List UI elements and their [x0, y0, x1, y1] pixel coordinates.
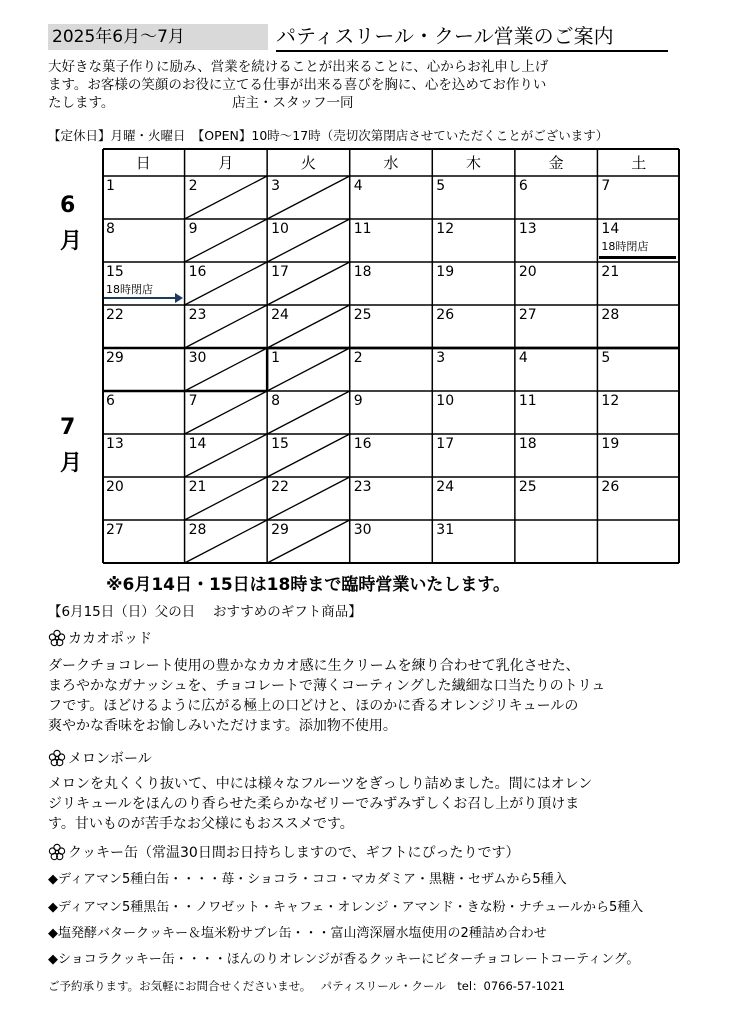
intro-line-1: 大好きな菓子作りに励み、営業を続けることが出来ることに、心からお礼申し上げ	[48, 59, 549, 75]
intro-signature: 店主・スタッフ一同	[232, 95, 354, 111]
cookie-item-2: ◆ディアマン5種黒缶・・ノワゼット・キャフェ・オレンジ・アマンド・きな粉・ナチュールから5種入	[48, 900, 644, 915]
july-label: 7 月	[60, 415, 83, 476]
desc-line: メロンを丸くくり抜いて、中には様々なフルーツをぎっしり詰めました。間にはオレン	[48, 776, 593, 792]
weekday-header: 月	[218, 154, 234, 172]
flower-icon	[48, 843, 66, 861]
early-close-note: 18時閉店	[106, 283, 153, 296]
page-title: パティスリール・クール営業のご案内	[276, 24, 614, 48]
weekday-header: 木	[466, 154, 482, 172]
day-number: 28	[601, 307, 620, 323]
day-number: 14	[188, 436, 207, 452]
product-title-label: メロンボール	[68, 751, 152, 767]
day-number: 23	[353, 479, 372, 495]
day-number: 29	[106, 350, 124, 366]
day-number: 18	[518, 436, 537, 452]
day-number: 22	[106, 307, 124, 323]
day-number: 10	[271, 221, 289, 237]
calendar	[102, 148, 680, 568]
title-underline	[276, 50, 668, 52]
day-number: 5	[436, 178, 446, 194]
product-title-cookie-tin	[48, 842, 520, 862]
day-number: 25	[353, 307, 372, 323]
desc-line: フです。ほどけるように広がる極上の口どけと、ほのかに香るオレンジリキュールの	[48, 698, 579, 714]
day-number: 19	[436, 264, 455, 280]
flower-icon	[48, 749, 66, 767]
desc-line: ダークチョコレート使用の豊かなカカオ感に生クリームを練り合わせて乳化させた、	[48, 658, 580, 674]
weekday-header: 金	[548, 154, 564, 172]
day-number: 3	[436, 350, 446, 366]
day-number: 31	[436, 522, 455, 538]
weekday-header: 火	[300, 154, 316, 172]
arrow-head-icon	[175, 293, 183, 303]
day-number: 12	[436, 221, 455, 237]
day-number: 30	[353, 522, 372, 538]
day-number: 15	[271, 436, 289, 452]
day-number: 16	[188, 264, 207, 280]
day-number: 19	[601, 436, 620, 452]
day-number: 29	[271, 522, 289, 538]
day-number: 5	[601, 350, 611, 366]
cookie-item-4: ◆ショコラクッキー缶・・・・ほんのりオレンジが香るクッキーにビターチョコレートコーティング。	[48, 952, 640, 967]
day-number: 21	[188, 479, 207, 495]
day-number: 15	[106, 264, 124, 280]
day-number: 12	[601, 393, 620, 409]
day-number: 9	[353, 393, 363, 409]
day-number: 14	[601, 221, 620, 237]
day-number: 6	[518, 178, 528, 194]
day-number: 27	[518, 307, 537, 323]
product-description-melon-ball	[48, 774, 708, 834]
day-number: 10	[436, 393, 455, 409]
period-label: 2025年6月～7月	[48, 24, 268, 50]
day-number: 24	[271, 307, 289, 323]
day-number: 13	[106, 436, 124, 452]
day-number: 1	[271, 350, 281, 366]
early-close-bar	[599, 256, 676, 259]
day-number: 11	[518, 393, 537, 409]
day-number: 17	[436, 436, 455, 452]
day-number: 3	[271, 178, 281, 194]
early-close-arrow	[104, 297, 177, 299]
day-number: 24	[436, 479, 455, 495]
day-number: 23	[188, 307, 207, 323]
day-number: 11	[353, 221, 372, 237]
desc-line: まろやかなガナッシュを、チョコレートで薄くコーティングした繊細な口当たりのトリュ	[48, 678, 606, 694]
day-number: 21	[601, 264, 620, 280]
day-number: 20	[518, 264, 537, 280]
product-description-cacao-pod	[48, 656, 708, 736]
footer-contact: ご予約承ります。お気軽にお問合せくださいませ。 パティスリール・クール tel：0766-57-1021	[48, 979, 566, 993]
product-title-cacao-pod	[48, 628, 152, 648]
weekday-header: 日	[135, 154, 151, 172]
desc-line: す。甘いものが苦手なお父様にもおススメです。	[48, 816, 354, 832]
day-number: 6	[106, 393, 115, 409]
day-number: 2	[188, 178, 198, 194]
day-number: 22	[271, 479, 289, 495]
day-number: 1	[106, 178, 115, 194]
day-number: 26	[601, 479, 620, 495]
day-number: 8	[106, 221, 115, 237]
desc-line: ジリキュールをほんのり香らせた柔らかなゼリーでみずみずしくお召し上がり頂けま	[48, 796, 580, 812]
day-number: 4	[518, 350, 528, 366]
product-title-label: カカオポッド	[68, 631, 152, 647]
day-number: 25	[518, 479, 537, 495]
intro-line-2: ます。お客様の笑顔のお役に立てる仕事が出来る喜びを胸に、心を込めてお作りい	[48, 77, 547, 93]
product-title-melon-ball	[48, 748, 152, 768]
day-number: 16	[353, 436, 372, 452]
gift-heading: 【6月15日（日）父の日 おすすめのギフト商品】	[48, 604, 362, 620]
intro-line-3: たします。	[48, 95, 115, 111]
day-number: 18	[353, 264, 372, 280]
desc-line: 爽やかな香味をお愉しみいただけます。添加物不使用。	[48, 718, 397, 734]
day-number: 7	[188, 393, 198, 409]
day-number: 26	[436, 307, 455, 323]
product-title-label: クッキー缶（常温30日間お日持ちしますので、ギフトにぴったりです）	[68, 845, 520, 861]
early-close-note: 18時閉店	[601, 240, 649, 253]
day-number: 13	[518, 221, 537, 237]
day-number: 28	[188, 522, 207, 538]
day-number: 20	[106, 479, 124, 495]
business-hours: 【定休日】月曜・火曜日 【OPEN】10時～17時（売切次第閉店させていただくことがございます）	[48, 128, 609, 143]
day-number: 17	[271, 264, 289, 280]
cookie-item-1: ◆ディアマン5種白缶・・・・苺・ショコラ・ココ・マカダミア・黒糖・セザムから5種入	[48, 872, 567, 887]
temporary-hours-notice: ※6月14日・15日は18時まで臨時営業いたします。	[106, 575, 510, 595]
weekday-header: 土	[631, 154, 647, 172]
weekday-header: 水	[383, 154, 399, 172]
day-number: 2	[353, 350, 363, 366]
june-label: 6 月	[60, 193, 83, 254]
day-number: 8	[271, 393, 281, 409]
day-number: 27	[106, 522, 124, 538]
day-number: 4	[353, 178, 363, 194]
day-number: 9	[188, 221, 198, 237]
day-number: 7	[601, 178, 611, 194]
flower-icon	[48, 629, 66, 647]
day-number: 30	[188, 350, 207, 366]
cookie-item-3: ◆塩発酵バタークッキー＆塩米粉サブレ缶・・・富山湾深層水塩使用の2種詰め合わせ	[48, 926, 547, 941]
